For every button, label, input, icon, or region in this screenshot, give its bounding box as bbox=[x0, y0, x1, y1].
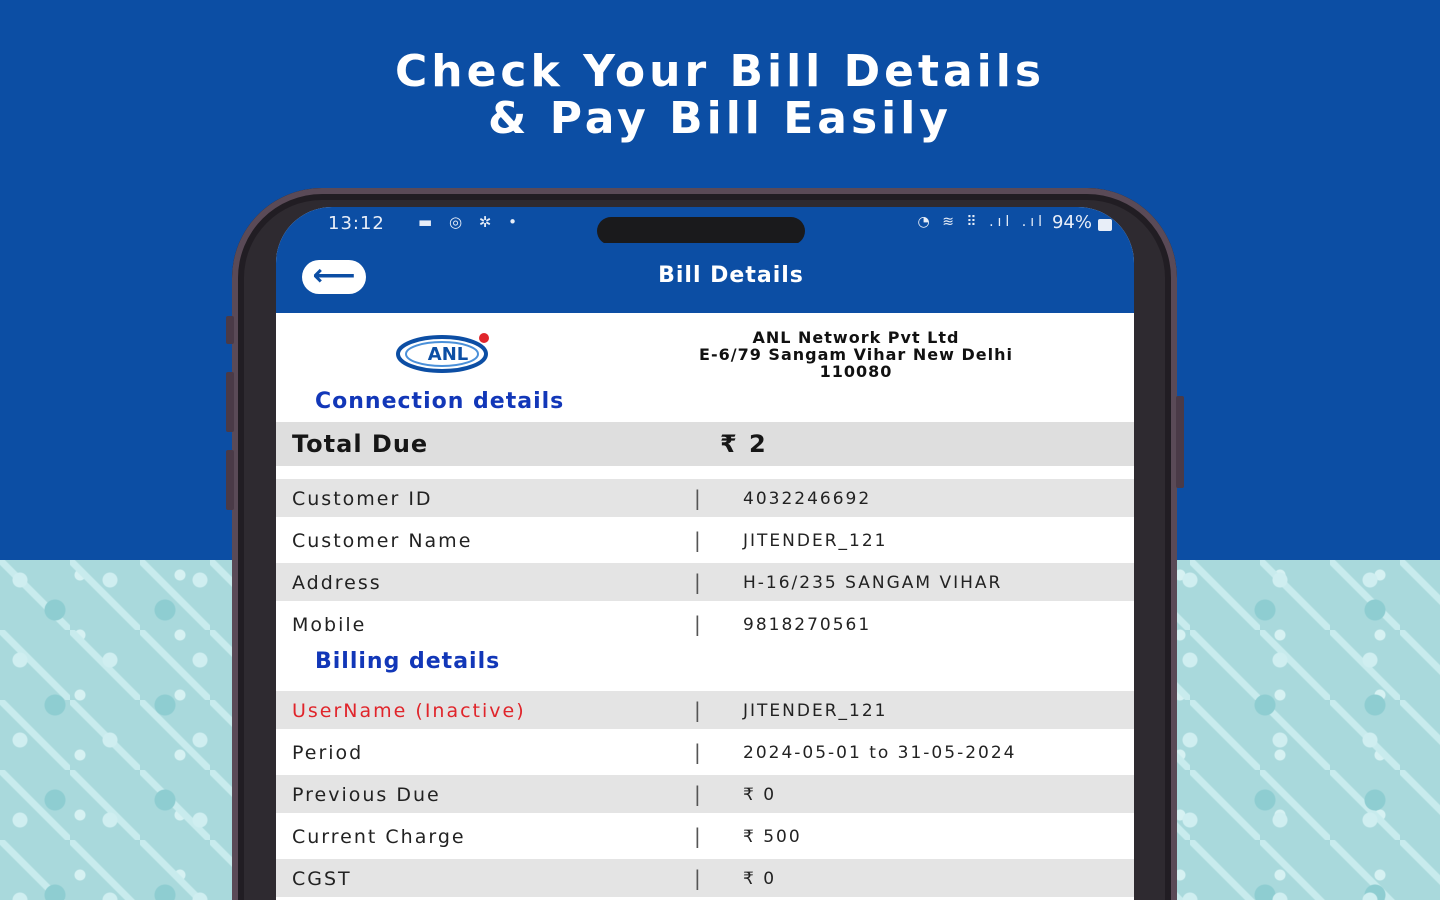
company-address-line-1: E-6/79 Sangam Vihar New Delhi bbox=[699, 345, 1013, 364]
row-value: 2024-05-01 to 31-05-2024 bbox=[743, 743, 1017, 763]
company-name: ANL Network Pvt Ltd bbox=[752, 328, 960, 347]
status-time: 13:12 bbox=[328, 213, 385, 234]
camera-cutout bbox=[597, 217, 805, 245]
total-due-label: Total Due bbox=[292, 430, 429, 458]
row-label: Customer Name bbox=[292, 530, 473, 552]
phone-screen bbox=[276, 207, 1134, 900]
phone-side-button bbox=[226, 316, 234, 344]
row-separator: | bbox=[694, 824, 701, 848]
logo-text: ANL bbox=[427, 344, 469, 365]
phone-volume-down-button bbox=[226, 450, 234, 510]
total-due-row bbox=[276, 422, 1134, 466]
status-bar bbox=[276, 207, 1134, 243]
app-bar bbox=[276, 243, 1134, 313]
arrow-left-icon: ⟵ bbox=[312, 258, 356, 293]
row-separator: | bbox=[694, 528, 701, 552]
row-label: Current Charge bbox=[292, 826, 466, 848]
row-separator: | bbox=[694, 698, 701, 722]
phone-volume-up-button bbox=[226, 372, 234, 432]
company-header bbox=[276, 313, 1134, 393]
signal-icons: ◔ ≋ ⠿ .ıl .ıl bbox=[917, 214, 1046, 230]
row-label: Previous Due bbox=[292, 784, 441, 806]
battery-icon bbox=[1098, 219, 1112, 231]
total-due-value: ₹ 2 bbox=[720, 430, 768, 458]
row-separator: | bbox=[694, 570, 701, 594]
promo-headline bbox=[0, 48, 1440, 142]
row-separator: | bbox=[694, 612, 701, 636]
cgst-row bbox=[276, 859, 1134, 897]
row-separator: | bbox=[694, 740, 701, 764]
row-label: UserName (Inactive) bbox=[292, 700, 526, 722]
period-row bbox=[276, 733, 1134, 771]
headline-line-1: Check Your Bill Details bbox=[394, 46, 1046, 97]
row-label: Period bbox=[292, 742, 364, 764]
notification-icons: ▬ ◎ ✲ • bbox=[418, 213, 523, 231]
page-title: Bill Details bbox=[658, 263, 804, 288]
row-value: 4032246692 bbox=[743, 489, 872, 509]
headline-line-2: & Pay Bill Easily bbox=[488, 93, 952, 144]
customer-id-row bbox=[276, 479, 1134, 517]
current-charge-row bbox=[276, 817, 1134, 855]
row-value: H-16/235 SANGAM VIHAR bbox=[743, 573, 1003, 593]
company-logo bbox=[392, 329, 506, 377]
phone-power-button bbox=[1176, 396, 1184, 488]
row-label: Address bbox=[292, 572, 382, 594]
company-info bbox=[616, 329, 1096, 380]
row-value: ₹ 500 bbox=[743, 827, 802, 847]
username-row bbox=[276, 691, 1134, 729]
row-label: CGST bbox=[292, 868, 352, 890]
row-separator: | bbox=[694, 782, 701, 806]
row-separator: | bbox=[694, 486, 701, 510]
row-label: Mobile bbox=[292, 614, 367, 636]
row-label: Customer ID bbox=[292, 488, 433, 510]
row-value: JITENDER_121 bbox=[743, 701, 888, 721]
address-row bbox=[276, 563, 1134, 601]
previous-due-row bbox=[276, 775, 1134, 813]
row-value: JITENDER_121 bbox=[743, 531, 888, 551]
mobile-row bbox=[276, 605, 1134, 643]
row-separator: | bbox=[694, 866, 701, 890]
row-value: ₹ 0 bbox=[743, 785, 777, 805]
battery-percent: 94% bbox=[1051, 212, 1092, 233]
billing-details-title: Billing details bbox=[315, 649, 501, 674]
row-value: ₹ 0 bbox=[743, 869, 777, 889]
company-address-line-2: 110080 bbox=[819, 362, 893, 381]
connection-details-title: Connection details bbox=[315, 389, 565, 414]
customer-name-row bbox=[276, 521, 1134, 559]
row-value: 9818270561 bbox=[743, 615, 872, 635]
